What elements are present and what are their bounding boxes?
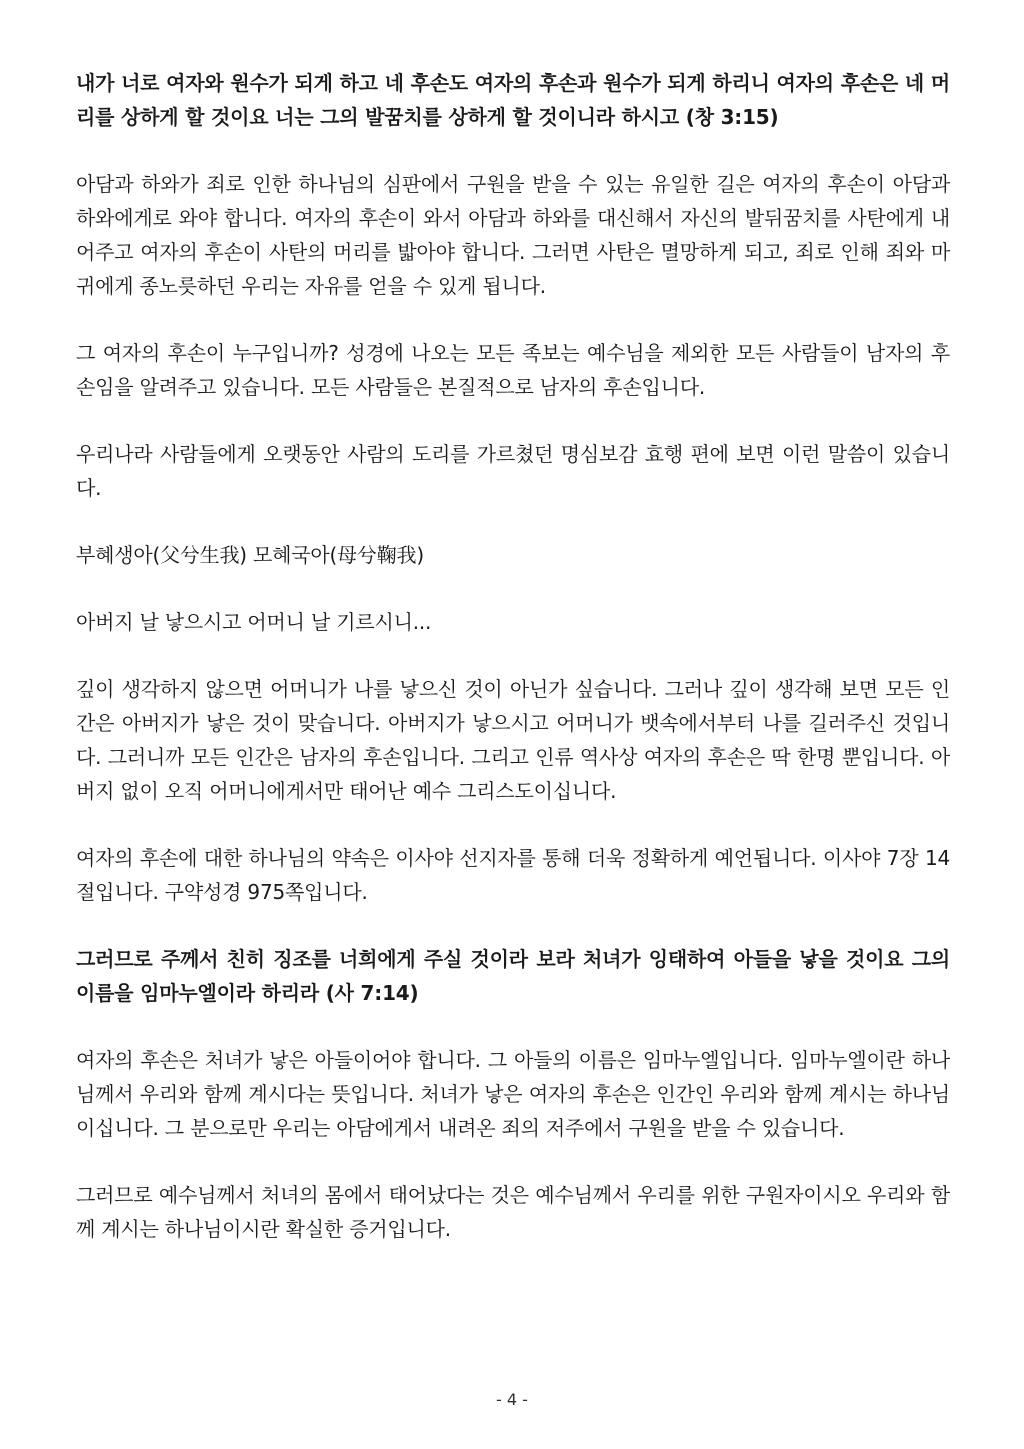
- scripture-quote-isaiah: 그러므로 주께서 친히 징조를 너희에게 주실 것이라 보라 처녀가 잉태하여 아들을 낳을 것이요 그의 이름을 임마누엘이라 하리라 (사 7:14): [76, 947, 950, 1005]
- paragraph-salvation-path: 아담과 하와가 죄로 인한 하나님의 심판에서 구원을 받을 수 있는 유일한 길은 여자의 후손이 아담과 하와에게로 와야 합니다. 여자의 후손이 와서 아담과 하와를 대신해서 자신의 발뒤꿈치를 사탄에게 내어주고 여자의 후손이 사탄의 머리를 밟아야 합니다. 그러면 사탄은 멸망하게 되고, 죄로 인해 죄와 마귀에게 종노릇하던 우리는 자유를 얻을 수 있게 됩니다.: [76, 172, 950, 298]
- paragraph-classical-quote: 부혜생아(父兮生我) 모혜국아(母兮鞠我): [76, 543, 424, 567]
- document-body: [76, 66, 950, 1279]
- paragraph-deep-thought: 깊이 생각하지 않으면 어머니가 나를 낳으신 것이 아닌가 싶습니다. 그러나 깊이 생각해 보면 모든 인간은 아버지가 낳은 것이 맞습니다. 아버지가 낳으시고 어머니가 뱃속에서부터 나를 길러주신 것입니다. 그러니까 모든 인간은 남자의 후손입니다. 그리고 인류 역사상 여자의 후손은 딱 한명 뿐입니다. 아버지 없이 오직 어머니에게서만 태어난 예수 그리스도이십니다.: [76, 677, 950, 803]
- paragraph-myeongsimbogam: 우리나라 사람들에게 오랫동안 사람의 도리를 가르쳤던 명심보감 효행 편에 보면 이런 말씀이 있습니다.: [76, 442, 950, 500]
- paragraph-isaiah-intro: 여자의 후손에 대한 하나님의 약속은 이사야 선지자를 통해 더욱 정확하게 예언됩니다. 이사야 7장 14절입니다. 구약성경 975쪽입니다.: [76, 846, 950, 904]
- paragraph-conclusion: 그러므로 예수님께서 처녀의 몸에서 태어났다는 것은 예수님께서 우리를 위한 구원자이시오 우리와 함께 계시는 하나님이시란 확실한 증거입니다.: [76, 1183, 950, 1241]
- paragraph-classical-translation: 아버지 날 낳으시고 어머니 날 기르시니...: [76, 610, 432, 634]
- paragraph-immanuel: 여자의 후손은 처녀가 낳은 아들이어야 합니다. 그 아들의 이름은 임마누엘입니다. 임마누엘이란 하나님께서 우리와 함께 계시다는 뜻입니다. 처녀가 낳은 여자의 후손은 인간인 우리와 함께 계시는 하나님이십니다. 그 분으로만 우리는 아담에게서 내려온 죄의 저주에서 구원을 받을 수 있습니다.: [76, 1048, 950, 1140]
- scripture-quote-genesis: 내가 너로 여자와 원수가 되게 하고 네 후손도 여자의 후손과 원수가 되게 하리니 여자의 후손은 네 머리를 상하게 할 것이요 너는 그의 발꿈치를 상하게 할 것이니라 하시고 (창 3:15): [76, 71, 950, 129]
- page-number: - 4 -: [496, 1390, 528, 1409]
- paragraph-who-is-offspring: 그 여자의 후손이 누구입니까? 성경에 나오는 모든 족보는 예수님을 제외한 모든 사람들이 남자의 후손임을 알려주고 있습니다. 모든 사람들은 본질적으로 남자의 후손입니다.: [76, 341, 950, 399]
